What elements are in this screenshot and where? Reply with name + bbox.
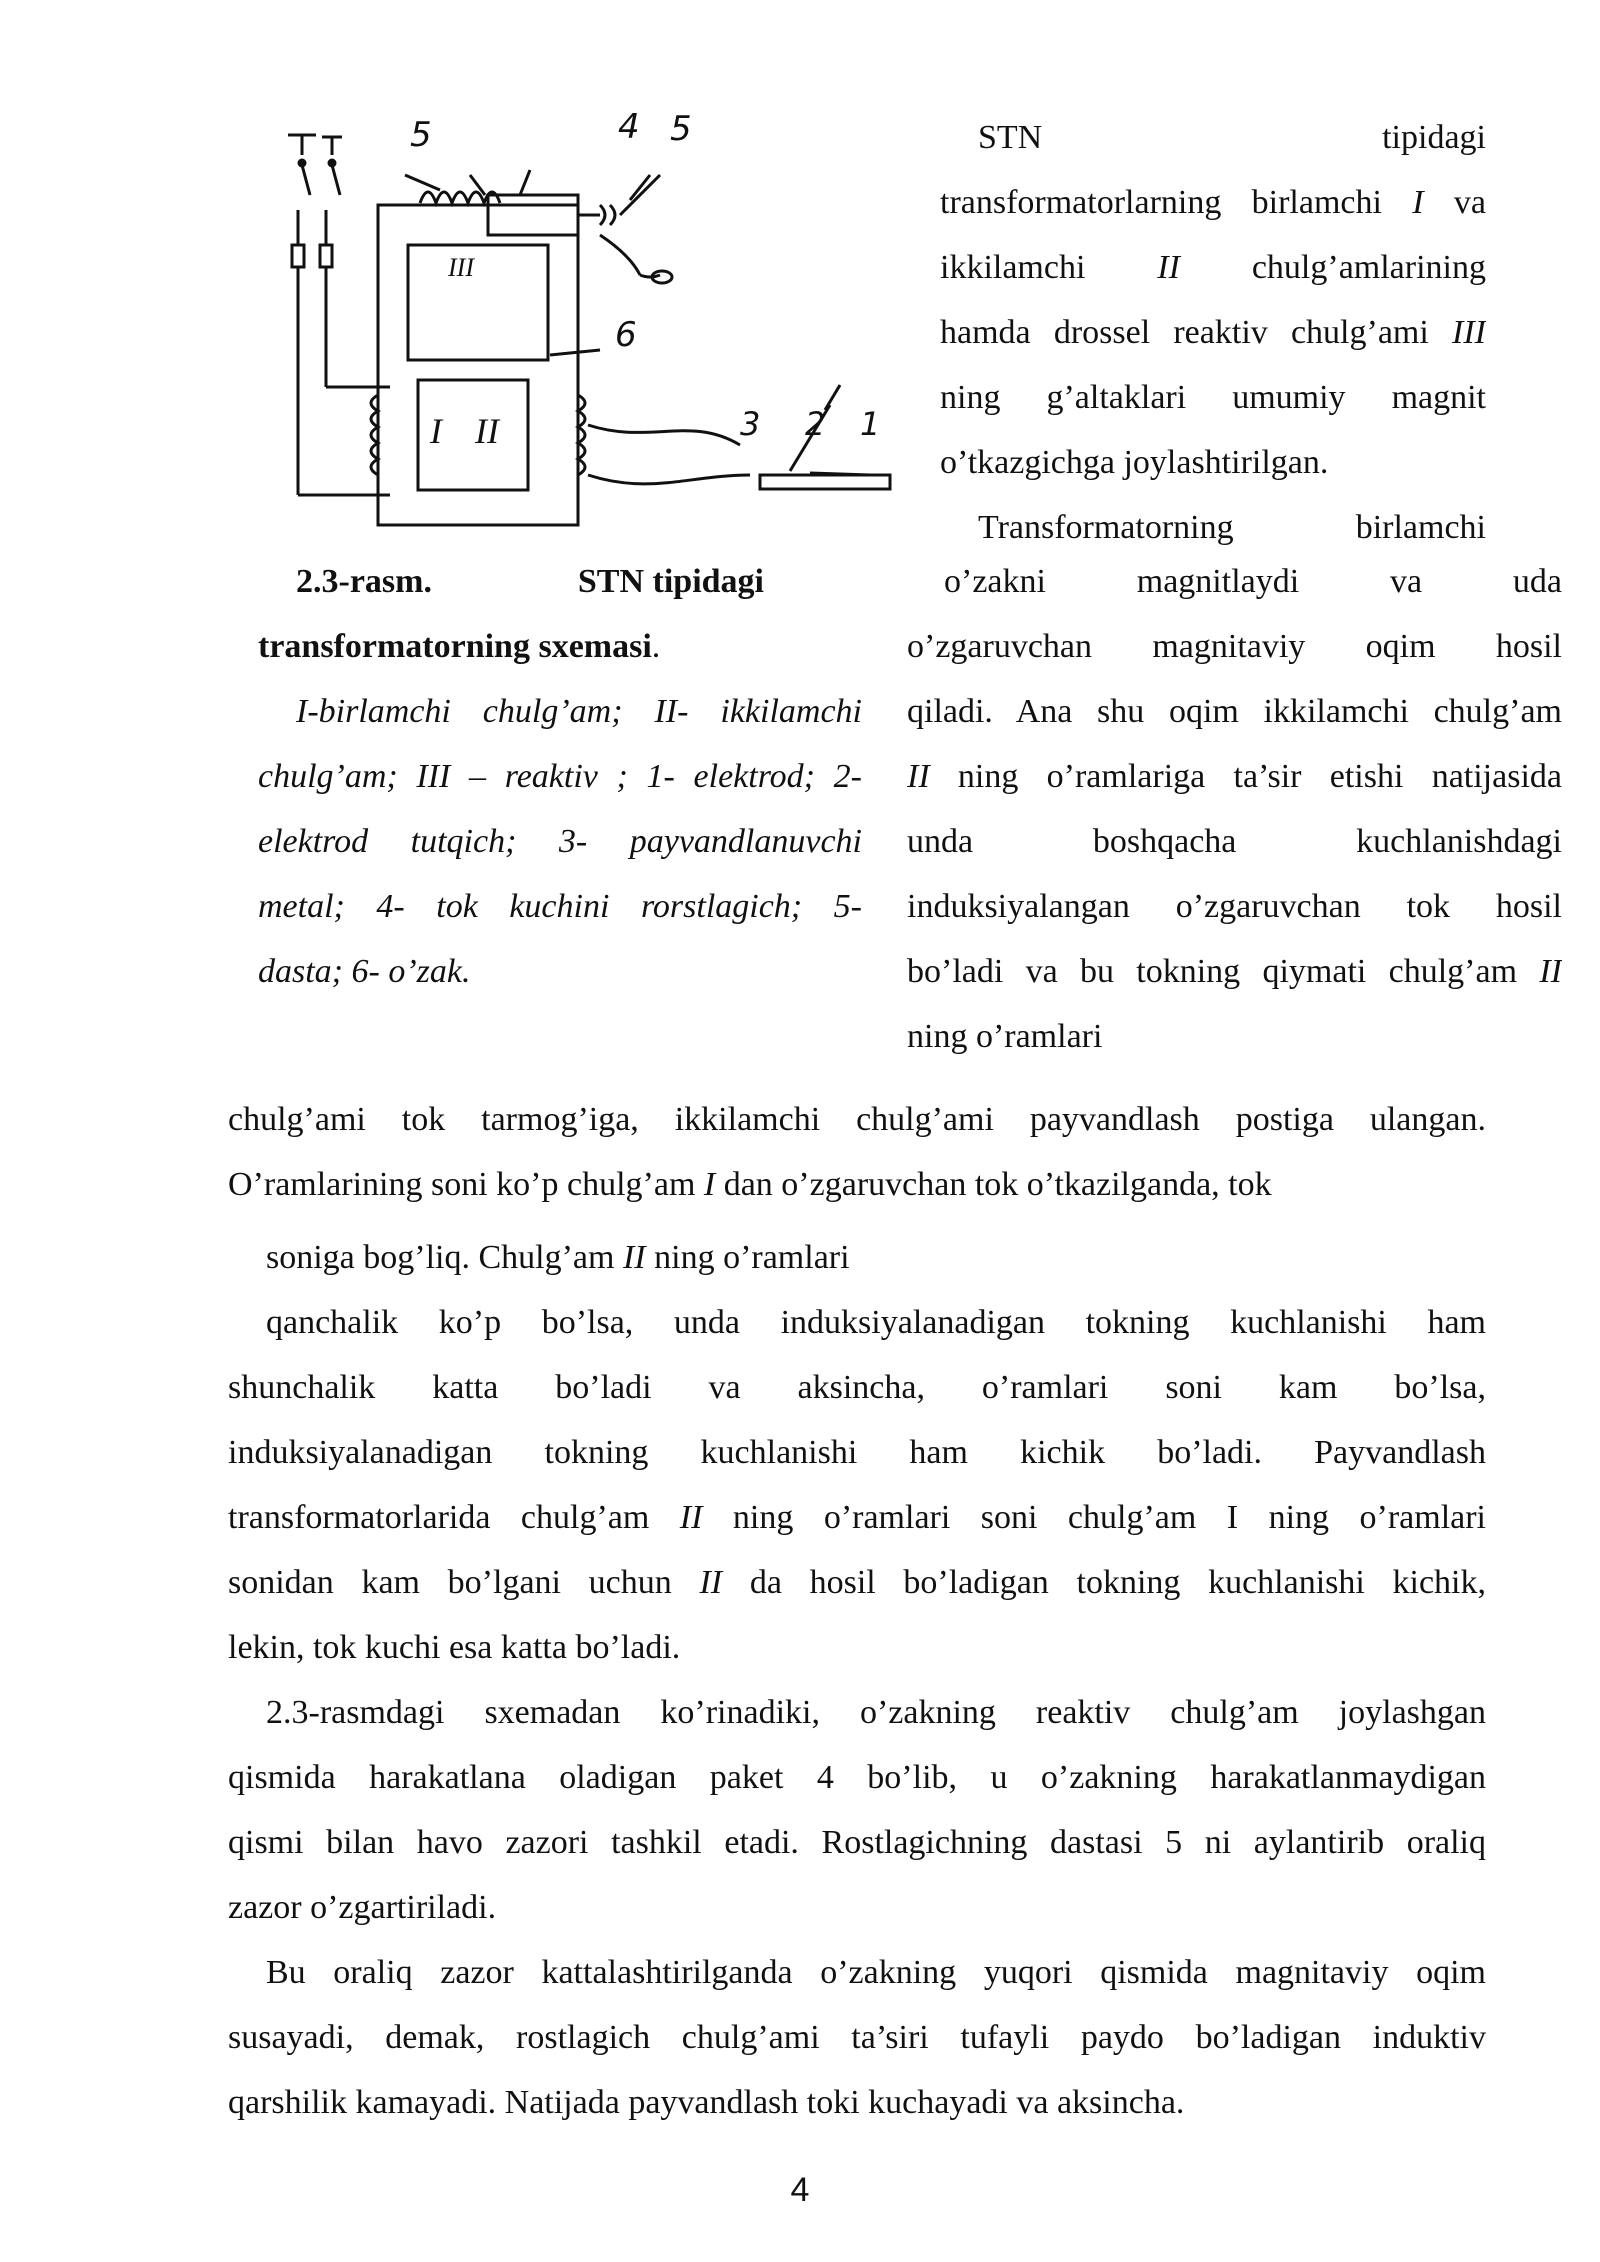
figure-caption-title-2: transformatorning sxemasi	[258, 628, 652, 665]
right-text-line: STN tipidagi	[978, 119, 1486, 156]
figure-label-4: 4	[618, 107, 640, 147]
body-text-line: qismida harakatlana oladigan paket 4 bo’lib, u o’zakning harakatlanmaydigan	[228, 1759, 1486, 1796]
right-text-line: o’zgaruvchan magnitaviy oqim hosil	[907, 628, 1562, 665]
transformer-schematic-figure	[270, 107, 910, 555]
figure-legend-line: elektrod tutqich; 3- payvandlanuvchi	[258, 823, 862, 860]
figure-legend-line: I-birlamchi chulg’am; II- ikkilamchi	[296, 693, 862, 730]
right-text-line: qiladi. Ana shu oqim ikkilamchi chulg’am	[907, 693, 1562, 730]
body-text-line: transformatorlarida chulg’am II ning o’ramlari soni chulg’am I ning o’ramlari	[228, 1499, 1486, 1536]
body-text-line: shunchalik katta bo’ladi va aksincha, o’ramlari soni kam bo’lsa,	[228, 1369, 1486, 1406]
figure-legend-line: metal; 4- tok kuchini rorstlagich; 5-	[258, 888, 862, 925]
figure-legend-line: dasta; 6- o’zak.	[258, 953, 471, 990]
right-text-line: o’zakni magnitlaydi va uda	[944, 563, 1562, 600]
right-text-line: transformatorlarning birlamchi I va	[940, 184, 1486, 221]
figure-caption-title-1: STN tipidagi	[577, 563, 764, 600]
body-text-line: chulg’ami tok tarmog’iga, ikkilamchi chulg’ami payvandlash postiga ulangan.	[228, 1101, 1486, 1138]
figure-label-5b: 5	[670, 109, 692, 149]
figure-label-II: II	[475, 411, 499, 451]
figure-label-2: 2	[805, 405, 826, 443]
right-text-line: ikkilamchi II chulg’amlarining	[940, 249, 1486, 286]
figure-caption-line-1	[296, 562, 764, 602]
right-text-line: o’tkazgichga joylashtirilgan.	[940, 444, 1329, 481]
right-text-line: unda boshqacha kuchlanishdagi	[907, 823, 1562, 860]
body-text-line: Bu oraliq zazor kattalashtirilganda o’zakning yuqori qismida magnitaviy oqim	[266, 1954, 1486, 1991]
figure-label-6: 6	[615, 315, 637, 355]
figure-label-1: 1	[860, 405, 881, 443]
body-text-line: induksiyalanadigan tokning kuchlanishi ham kichik bo’ladi. Payvandlash	[228, 1434, 1486, 1471]
body-text-line: qanchalik ko’p bo’lsa, unda induksiyalanadigan tokning kuchlanishi ham	[266, 1304, 1486, 1341]
figure-legend-line: chulg’am; III – reaktiv ; 1- elektrod; 2-	[258, 758, 862, 795]
right-text-line: ning o’ramlari	[907, 1018, 1103, 1055]
figure-caption-period: .	[651, 628, 661, 665]
right-text-line: induksiyalangan o’zgaruvchan tok hosil	[907, 888, 1562, 925]
body-text-line: qismi bilan havo zazori tashkil etadi. Rostlagichning dastasi 5 ni aylantirib oraliq	[228, 1824, 1486, 1861]
right-text-line: bo’ladi va bu tokning qiymati chulg’am II	[907, 953, 1562, 990]
body-text-line: 2.3-rasmdagi sxemadan ko’rinadiki, o’zakning reaktiv chulg’am joylashgan	[266, 1694, 1486, 1731]
figure-label-I: I	[430, 411, 442, 451]
body-text-line: O’ramlarining soni ko’p chulg’am I dan o’zgaruvchan tok o’tkazilganda, tok	[228, 1166, 1272, 1203]
body-text-line: susayadi, demak, rostlagich chulg’ami ta’siri tufayli paydo bo’ladigan induktiv	[228, 2019, 1486, 2056]
right-text-line: ning g’altaklari umumiy magnit	[940, 379, 1486, 416]
figure-caption-number: 2.3-rasm.	[296, 563, 432, 600]
page-number: 4	[790, 2171, 810, 2209]
body-text-line: lekin, tok kuchi esa katta bo’ladi.	[228, 1629, 681, 1666]
figure-caption-line-2	[258, 627, 858, 667]
transformer-schematic	[270, 115, 910, 555]
right-text-line: II ning o’ramlariga ta’sir etishi natijasida	[907, 758, 1562, 795]
right-text-line: Transformatorning birlamchi	[978, 509, 1486, 546]
body-text-line: soniga bog’liq. Chulg’am II ning o’ramlari	[266, 1239, 850, 1276]
figure-label-III: III	[448, 253, 474, 282]
right-text-line: hamda drossel reaktiv chulg’ami III	[940, 314, 1486, 351]
figure-label-3: 3	[740, 405, 761, 443]
body-text-line: zazor o’zgartiriladi.	[228, 1889, 497, 1926]
body-text-line: qarshilik kamayadi. Natijada payvandlash toki kuchayadi va aksincha.	[228, 2084, 1185, 2121]
figure-label-5a: 5	[410, 115, 432, 155]
body-text-line: sonidan kam bo’lgani uchun II da hosil bo’ladigan tokning kuchlanishi kichik,	[228, 1564, 1486, 1601]
